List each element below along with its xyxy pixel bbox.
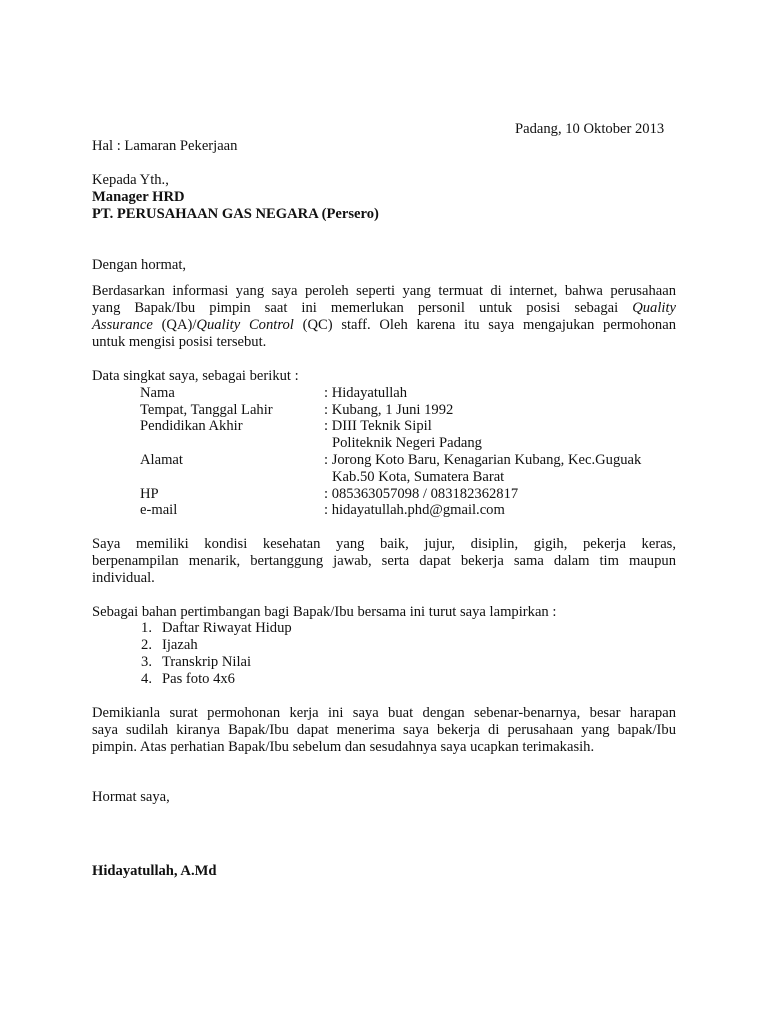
data-label-phone: HP <box>140 486 159 502</box>
intro-line-1: Berdasarkan informasi yang saya peroleh seperti yang termuat di internet, bahwa perusahaan <box>92 283 676 299</box>
attachment-number: 2. <box>141 637 152 653</box>
attachment-number: 3. <box>141 654 152 670</box>
data-value-education: : DIII Teknik Sipil <box>324 418 432 434</box>
data-heading: Data singkat saya, sebagai berikut : <box>92 368 299 384</box>
recipient-title: Manager HRD <box>92 189 185 205</box>
recipient-company: PT. PERUSAHAAN GAS NEGARA (Persero) <box>92 206 379 222</box>
intro-line-3-rest: (QC) staff. Oleh karena itu saya mengajukan permohonan <box>302 317 676 333</box>
attachments-heading: Sebagai bahan pertimbangan bagi Bapak/Ibu bersama ini turut saya lampirkan : <box>92 604 557 620</box>
recipient-greeting: Kepada Yth., <box>92 172 169 188</box>
data-value-education-2: Politeknik Negeri Padang <box>332 435 482 451</box>
data-value-phone: : 085363057098 / 083182362817 <box>324 486 519 502</box>
intro-qa-text: (QA)/ <box>161 317 197 333</box>
intro-line-4: untuk mengisi posisi tersebut. <box>92 334 267 350</box>
place-date: Padang, 10 Oktober 2013 <box>515 121 665 137</box>
attachment-item: Pas foto 4x6 <box>162 671 235 687</box>
data-value-birth: : Kubang, 1 Juni 1992 <box>324 402 454 418</box>
qualities-line-3: individual. <box>92 570 155 586</box>
intro-assurance-text: Assurance <box>92 317 153 333</box>
data-value-name: : Hidayatullah <box>324 385 408 401</box>
data-label-email: e-mail <box>140 502 178 518</box>
regards: Hormat saya, <box>92 789 170 805</box>
salutation: Dengan hormat, <box>92 257 187 273</box>
intro-line-2-text: yang Bapak/Ibu pimpin saat ini memerlukan personil untuk posisi sebagai <box>92 300 619 316</box>
attachment-item: Daftar Riwayat Hidup <box>162 620 292 636</box>
data-label-name: Nama <box>140 385 175 401</box>
attachment-item: Transkrip Nilai <box>162 654 252 670</box>
intro-quality-text: Quality <box>632 300 676 316</box>
attachment-number: 1. <box>141 620 152 636</box>
intro-line-2 <box>92 300 676 317</box>
attachment-item: Ijazah <box>162 637 198 653</box>
data-value-address: : Jorong Koto Baru, Kenagarian Kubang, Kec.Guguak <box>324 452 642 468</box>
intro-quality-control-text: Quality Control <box>196 317 294 333</box>
data-value-address-2: Kab.50 Kota, Sumatera Barat <box>332 469 505 485</box>
data-label-education: Pendidikan Akhir <box>140 418 243 434</box>
intro-line-3 <box>92 317 676 334</box>
closing-line-2: saya sudilah kiranya Bapak/Ibu dapat menerima saya bekerja di perusahaan yang bapak/Ibu <box>92 722 676 738</box>
signature-name: Hidayatullah, A.Md <box>92 863 217 879</box>
data-label-address: Alamat <box>140 452 183 468</box>
subject-line: Hal : Lamaran Pekerjaan <box>92 138 238 154</box>
attachment-number: 4. <box>141 671 152 687</box>
closing-line-1: Demikianla surat permohonan kerja ini saya buat dengan sebenar-benarnya, besar harapan <box>92 705 676 721</box>
qualities-line-1: Saya memiliki kondisi kesehatan yang baik, jujur, disiplin, gigih, pekerja keras, <box>92 536 676 552</box>
data-label-birth: Tempat, Tanggal Lahir <box>140 402 273 418</box>
data-value-email: : hidayatullah.phd@gmail.com <box>324 502 505 518</box>
qualities-line-2: berpenampilan menarik, bertanggung jawab, serta dapat bekerja sama dalam tim maupun <box>92 553 676 569</box>
closing-line-3: pimpin. Atas perhatian Bapak/Ibu sebelum dan sesudahnya saya ucapkan terimakasih. <box>92 739 595 755</box>
